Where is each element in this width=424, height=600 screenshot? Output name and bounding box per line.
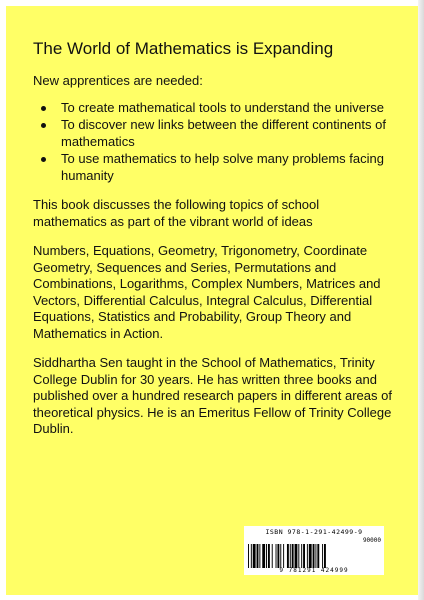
bullet-text: To discover new links between the different continents of mathematics [61,117,386,149]
bullet-dot-icon [41,123,46,128]
bullet-item [33,100,393,117]
topics-intro: This book discusses the following topics of school mathematics as part of the vibrant world of ideas [33,197,320,229]
bullet-dot-icon [41,106,46,111]
bullet-item [33,151,393,184]
bullet-list [33,100,393,185]
cover-text [33,38,393,451]
isbn-label: ISBN 978-1-291-42499-9 [265,528,363,536]
bullet-item [33,117,393,150]
bullet-dot-icon [41,157,46,162]
topics-list: Numbers, Equations, Geometry, Trigonometry, Coordinate Geometry, Sequences and Series, Permutations and Combinations, Logarithms, Complex Numbers, Matrices and Vectors, Differential Calculus, Integral Calculus, Differential Equations, Statistics and Probability, Group Theory and Mathematics in Action. [33,243,381,341]
barcode-digits: 9 781291 424999 [279,567,349,574]
bullet-text: To use mathematics to help solve many problems facing humanity [61,151,384,183]
bullet-text: To create mathematical tools to understand the universe [61,99,385,115]
isbn-barcode [244,526,384,575]
page-edge [418,0,424,600]
author-bio: Siddhartha Sen taught in the School of Mathematics, Trinity College Dublin for 30 years. He has written three books and published over a hundred research papers in different areas of theoretical physics. He is an Emeritus Fellow of Trinity College Dublin. [33,355,392,436]
price-code: 90000 [362,537,381,544]
barcode-icon [247,544,381,568]
intro-line: New apprentices are needed: [33,73,203,88]
cover-heading: The World of Mathematics is Expanding [33,39,334,58]
